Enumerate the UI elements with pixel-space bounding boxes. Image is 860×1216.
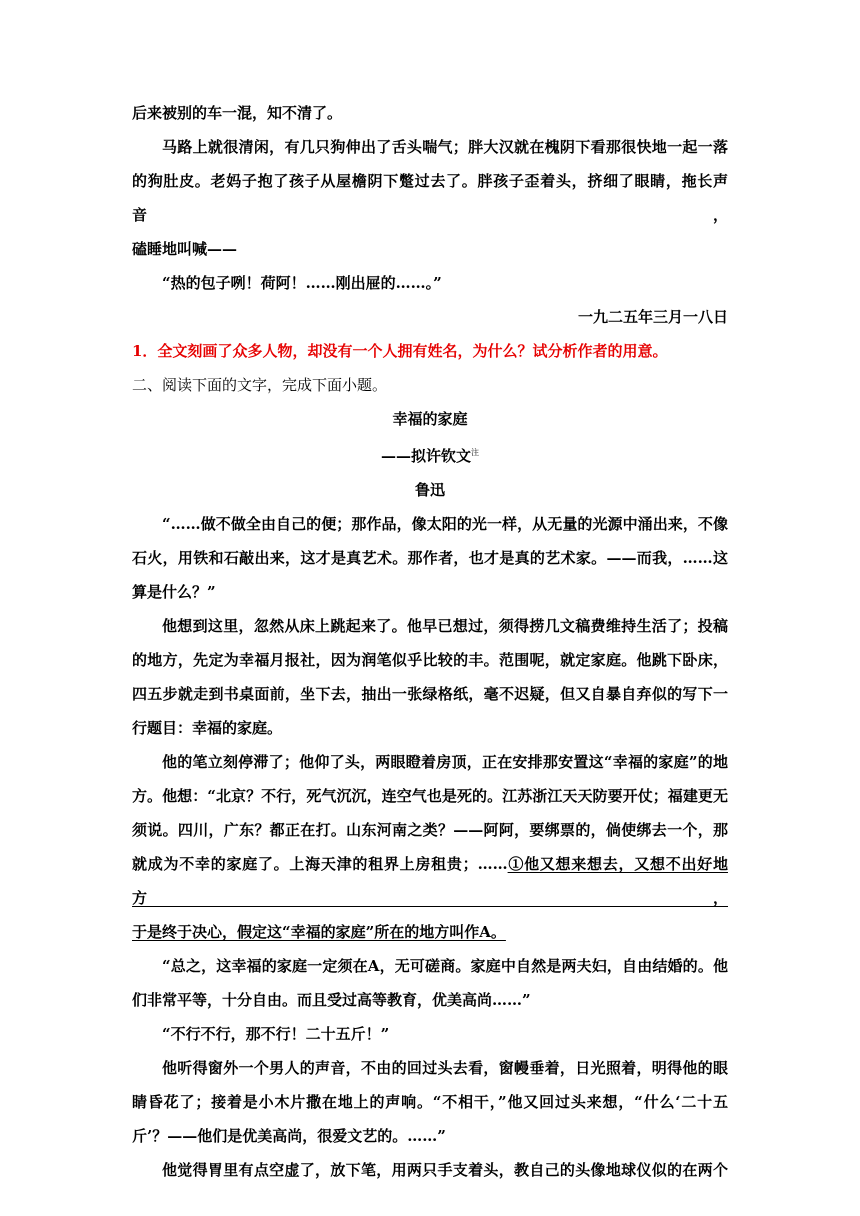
underlined-sentence-1-cont: 于是终于决心，假定这“幸福的家庭”所在的地方叫作A。 (132, 923, 506, 941)
paragraph-line: 石火，用铁和石敲出来，这才是真艺术。那作者，也才是真的艺术家。——而我，……这 (132, 549, 728, 567)
story-subtitle (132, 436, 728, 473)
paragraph-line: 方。他想：“北京？不行，死气沉沉，连空气也是死的。江苏浙江天天防要开仗；福建更无 (132, 787, 728, 805)
paragraph-line: 马路上就很清闲，有几只狗伸出了舌头喘气；胖大汉就在槐阴下看那很快地一起一落 (162, 138, 728, 156)
paragraph-line: 他的笔立刻停滞了；他仰了头，两眼瞪着房顶，正在安排那安置这“幸福的家庭”的地 (162, 753, 728, 771)
paragraph-line: 的地方，先定为幸福月报社，因为润笔似乎比较的丰。范围呢，就定家庭。他跳下卧床， (132, 651, 728, 669)
paragraph-line: 的狗肚皮。老妈子抱了孩子从屋檐阴下蹩过去了。胖孩子歪着头，挤细了眼睛，拖长声音， (132, 172, 728, 224)
paragraph-line (132, 847, 728, 915)
paragraph-line: 们非常平等，十分自由。而且受过高等教育，优美高尚……” (132, 991, 531, 1009)
underlined-sentence-1: ①他又想来想去，又想不出好地方， (132, 855, 728, 907)
footnote-mark: 注 (471, 448, 479, 457)
paragraph-line (132, 915, 728, 949)
paragraph-line: 睛昏花了；接着是小木片撒在地上的声响。“不相干，”他又回过头来想，“什么‘二十五 (132, 1093, 728, 1111)
paragraph-line: 四五步就走到书桌面前，坐下去，抽出一张绿格纸，毫不迟疑，但又自暴自弃似的写下一 (132, 685, 728, 703)
question-1: 1．全文刻画了众多人物，却没有一个人拥有姓名，为什么？试分析作者的用意。 (132, 342, 668, 360)
paragraph-line: 他想到这里，忽然从床上跳起来了。他早已想过，须得捞几文稿费维持生活了；投稿 (162, 617, 728, 635)
story-subtitle-text: ——拟许钦文 (380, 447, 471, 465)
paragraph-line: “不行不行，那不行！二十五斤！” (162, 1025, 390, 1043)
paragraph-line: 他觉得胃里有点空虚了，放下笔，用两只手支着头，教自己的头像地球仪似的在两个 (162, 1161, 728, 1179)
paragraph-line: 斤’？——他们是优美高尚，很爱文艺的。……” (132, 1127, 446, 1145)
paragraph-line: 磕睡地叫喊—— (132, 240, 238, 258)
paragraph-line: 行题目：幸福的家庭。 (132, 719, 283, 737)
story-author: 鲁迅 (414, 481, 445, 499)
paragraph-text: 就成为不幸的家庭了。上海天津的租界上房租贵；…… (132, 855, 508, 873)
story-title: 幸福的家庭 (392, 410, 468, 428)
paragraph-line: “……做不做全由自己的便；那作品，像太阳的光一样，从无量的光源中涌出来，不像 (162, 515, 728, 533)
date-line: 一九二五年三月一八日 (577, 308, 728, 326)
paragraph-line: “总之，这幸福的家庭一定须在A，无可磋商。家庭中自然是两夫妇，自由结婚的。他 (162, 957, 728, 975)
paragraph-line: “热的包子咧！荷阿！……刚出屉的……。” (162, 274, 442, 292)
document-page (132, 96, 728, 1187)
paragraph-line: 算是什么？” (132, 583, 216, 601)
paragraph-line: 后来被别的车一混，知不清了。 (132, 104, 343, 122)
section-heading: 二、阅读下面的文字，完成下面小题。 (132, 376, 388, 394)
paragraph-line: 须说。四川，广东？都正在打。山东河南之类？——阿阿，要绑票的，倘使绑去一个，那 (132, 821, 728, 839)
paragraph-line: 他听得窗外一个男人的声音，不由的回过头去看，窗幔垂着，日光照着，明得他的眼 (162, 1059, 728, 1077)
